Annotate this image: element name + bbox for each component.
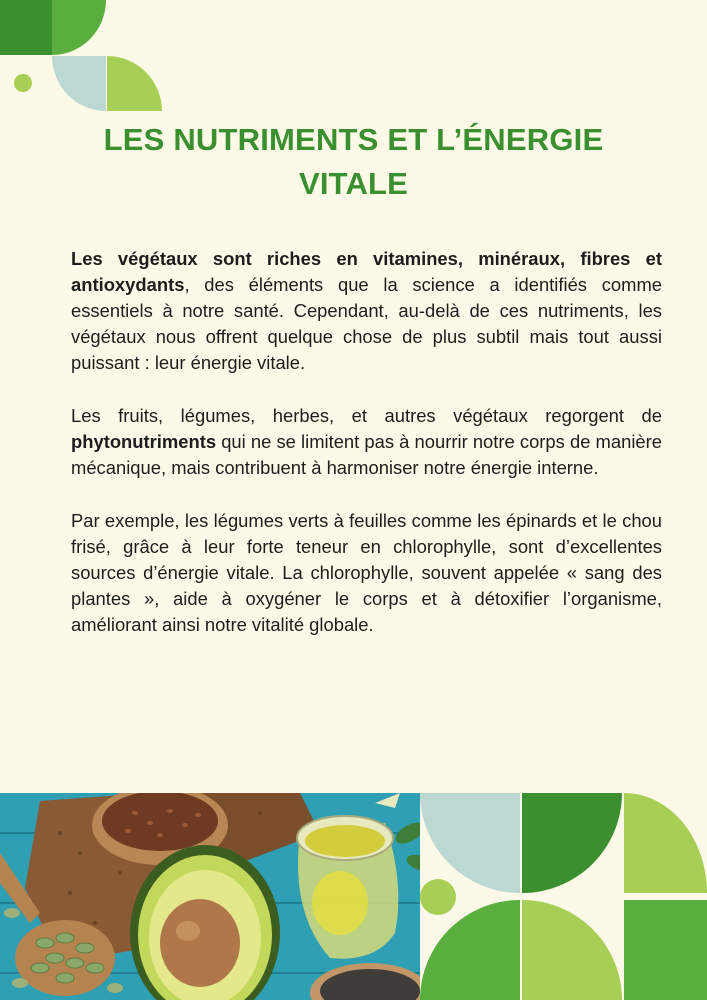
paragraph-3 <box>71 508 662 638</box>
pattern-green-block <box>624 900 707 1000</box>
pattern-small-dot <box>420 879 456 915</box>
paragraph-3-text: Par exemple, les légumes verts à feuilles comme les épinards et le chou frisé, grâce à leur forte teneur en chlorophylle, sont d’excellentes sources d’énergie vitale. La chlorophylle, souvent appelée « sang des plantes », aide à oxygéner le corps et à détoxifier l’organisme, améliorant ainsi notre vitalité globale. <box>71 510 662 635</box>
body-text <box>71 246 662 665</box>
paragraph-2-bold: phytonutriments <box>71 431 217 452</box>
paragraph-2-before: Les fruits, légumes, herbes, et autres végétaux regorgent de <box>71 405 662 426</box>
deco-small-dot <box>14 74 32 92</box>
food-photo <box>0 793 430 1000</box>
deco-pale-blue-shape <box>52 56 106 111</box>
food-photo-illustration <box>0 793 430 1000</box>
deco-dark-green-block <box>0 0 52 55</box>
page-title-line-2: VITALE <box>298 166 409 201</box>
deco-light-green-quarter <box>107 56 162 111</box>
paragraph-1-bold: Les végétaux sont riches en vitamines, minéraux, fibres et antioxydants <box>71 248 662 295</box>
top-left-decoration <box>0 0 170 115</box>
paragraph-2-after: qui ne se limitent pas à nourrir notre corps de manière mécanique, mais contribuent à harmoniser notre énergie interne. <box>71 431 662 478</box>
paragraph-2 <box>71 403 662 481</box>
page-title <box>60 118 647 206</box>
page-title-line-1: LES NUTRIMENTS ET L’ÉNERGIE <box>103 122 604 157</box>
bottom-right-pattern <box>420 793 707 1000</box>
paragraph-1 <box>71 246 662 376</box>
deco-quarter-circle-green <box>52 0 106 55</box>
paragraph-1-text: , des éléments que la science a identifiés comme essentiels à notre santé. Cependant, au-delà de ces nutriments, les végétaux nous offrent quelque chose de plus subtil mais tout aussi puissant : leur énergie vitale. <box>71 274 662 373</box>
